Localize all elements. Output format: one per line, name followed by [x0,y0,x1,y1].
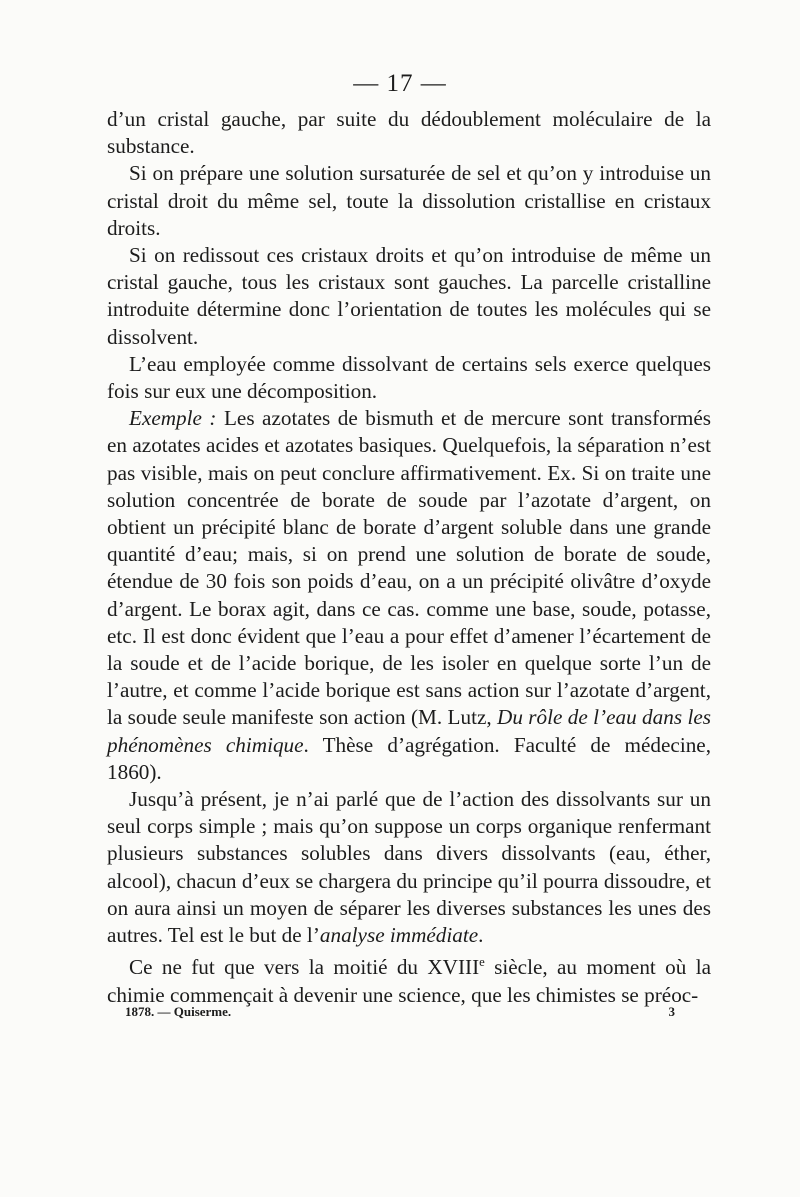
footer-sheet-number: 3 [668,1004,675,1019]
italic-text: analyse immédiate [319,923,479,948]
paragraph [107,949,711,1008]
text-run: . Thèse d’agrégation. Faculté de médecine, 1860). [107,732,711,784]
paragraph [107,242,711,351]
italic-text: Exemple : [129,406,217,431]
page-footer [125,1004,675,1020]
paragraph [107,106,711,160]
body-text [107,106,711,1009]
text-run: Ce ne fut que vers la moitié du XVIII [129,955,480,980]
text-run: L’eau employée comme dissolvant de certains sels exerce quelques fois sur eux une décomposition. [107,351,711,404]
text-run: Si on redissout ces cristaux droits et qu’on introduise de même un cristal gauche, tous les cristaux sont gauches. La parcelle cristalline introduite détermine donc l’orientation de toutes les molécules qui se dissolvent. [107,243,711,349]
text-run: Jusqu’à présent, je n’ai parlé que de l’action des dissolvants sur un seul corps simple ; mais qu’on suppose un corps organique renfermant plusieurs substances solubles dans divers dissolvants (eau, éther, alcool), chacun d’eux se chargera du principe qu’il pourra dissoudre, et on aura ainsi un moyen de séparer les diverses substances les unes des autres. Tel est le but de l’ [107,787,711,948]
text-run: Les azotates de bismuth et de mercure sont transformés en azotates acides et azotates basiques. Quelquefois, la séparation n’est pas visible, mais on peut conclure affirmativement. Ex. Si on traite une solution concentrée de borate de soude par l’azotate d’argent, on obtient un précipité blanc de borate d’argent soluble dans une grande quantité d’eau; mais, si on prend une solution de borate de soude, étendue de 30 fois son poids d’eau, on a un précipité olivâtre d’oxyde d’argent. Le borax agit, dans ce cas. comme une base, soude, potasse, etc. Il est donc évident que l’eau a pour effet d’amener l’écartement de la soude et de l’acide borique, de les isoler en quelque sorte l’un de l’autre, et comme l’acide borique est sans action sur l’azotate d’argent, la soude seule manifeste son action (M. Lutz, [107,406,711,730]
text-run: d’un cristal gauche, par suite du dédoublement moléculaire de la substance. [107,107,711,159]
text-run: . [478,923,484,948]
page-number-header: — 17 — [353,70,447,97]
paragraph [107,405,711,786]
footer-signature: 1878. — Quiserme. [125,1004,232,1019]
superscript-text: e [479,955,485,970]
italic-text: Du rôle de l’eau dans les phénomènes chimique [107,705,711,757]
text-run: siècle, au moment où la chimie commençait à devenir une science, que les chimistes se préoc- [107,955,711,1007]
paragraph [107,786,711,949]
paragraph [107,351,711,405]
text-run: Si on prépare une solution sursaturée de sel et qu’on y introduise un cristal droit du même sel, toute la dissolution cristallise en cristaux droits. [107,161,711,240]
paragraph [107,160,711,242]
